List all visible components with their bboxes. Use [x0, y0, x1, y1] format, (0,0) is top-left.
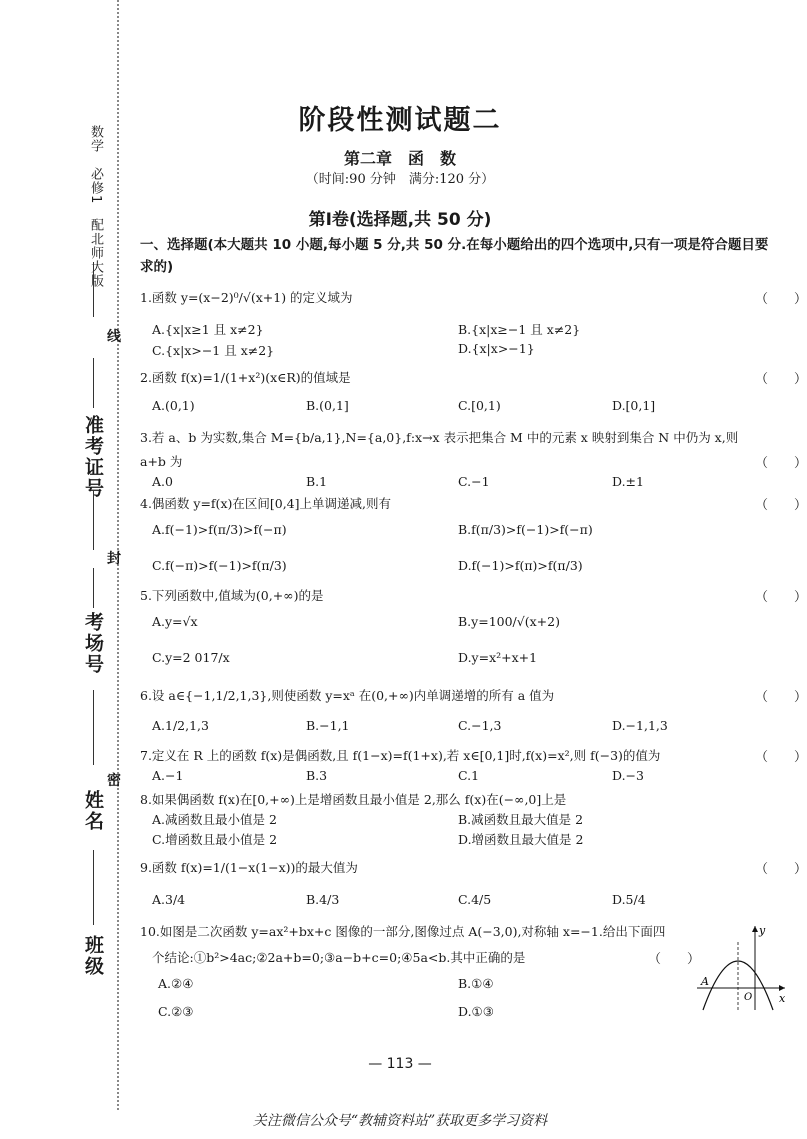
answer-paren: （ ）	[755, 690, 807, 705]
option: B.{x|x≥−1 且 x≠2}	[458, 322, 581, 337]
seal-char-xian: 线	[107, 329, 121, 345]
option: B.(0,1]	[306, 398, 349, 413]
option: D.①③	[458, 1004, 494, 1019]
section-heading: 第Ⅰ卷(选择题,共 50 分)	[308, 210, 492, 230]
option: B.1	[306, 474, 328, 489]
question-stem-cont: a+b 为	[140, 454, 183, 469]
y-axis-arrow	[752, 926, 758, 932]
answer-paren: （ ）	[755, 498, 807, 513]
option: A.−1	[152, 768, 184, 783]
option: C.增函数且最小值是 2	[152, 832, 278, 847]
option: C.②③	[158, 1004, 194, 1019]
option: A.②④	[158, 976, 194, 991]
option: B.−1,1	[306, 718, 350, 733]
option: D.增函数且最大值是 2	[458, 832, 584, 847]
question-stem: 8.如果偶函数 f(x)在[0,+∞)上是增函数且最小值是 2,那么 f(x)在(−∞,0]上是	[140, 792, 567, 807]
question-stem: 1.函数 y=(x−2)⁰/√(x+1) 的定义域为	[140, 290, 353, 305]
question-stem: 3.若 a、b 为实数,集合 M={b/a,1},N={a,0},f:x→x 表示把集合 M 中的元素 x 映射到集合 N 中仍为 x,则	[140, 430, 739, 445]
page-number: — 113 —	[368, 1056, 432, 1072]
option: C.1	[458, 768, 480, 783]
option: C.[0,1)	[458, 398, 501, 413]
answer-paren: （ ）	[755, 292, 807, 307]
option: B.减函数且最大值是 2	[458, 812, 584, 827]
option: A.y=√x	[152, 614, 198, 629]
option: A.(0,1)	[152, 398, 195, 413]
instructions: 一、选择题(本大题共 10 小题,每小题 5 分,共 50 分.在每小题给出的四个选项中,只有一项是符合题目要求的)	[140, 237, 769, 275]
question-stem: 4.偶函数 y=f(x)在区间[0,4]上单调递减,则有	[140, 496, 391, 511]
point-a-label: A	[701, 975, 709, 988]
footer-note: 关注微信公众号“教辅资料站”获取更多学习资料	[252, 1113, 548, 1129]
page-title: 阶段性测试题二	[298, 105, 502, 136]
seal-char-mi: 密	[107, 773, 121, 789]
y-label: y	[759, 924, 766, 937]
option: D.[0,1]	[612, 398, 656, 413]
label-room-number: 考场号	[82, 612, 104, 675]
option: B.4/3	[306, 892, 340, 907]
answer-paren: （ ）	[755, 862, 807, 877]
option: D.f(−1)>f(π)>f(π/3)	[458, 558, 583, 573]
x-axis-arrow	[779, 985, 785, 991]
option: C.4/5	[458, 892, 492, 907]
parabola-graph	[693, 922, 788, 1012]
seal-char-feng: 封	[107, 551, 121, 567]
question-stem: 6.设 a∈{−1,1/2,1,3},则使函数 y=xᵃ 在(0,+∞)内单调递增的所有 a 值为	[140, 688, 555, 703]
label-rule	[93, 262, 94, 317]
option: B.3	[306, 768, 328, 783]
answer-paren: （ ）	[648, 952, 701, 967]
label-name: 姓名	[82, 790, 104, 832]
question-stem: 5.下列函数中,值域为(0,+∞)的是	[140, 588, 324, 603]
question-stem: 10.如图是二次函数 y=ax²+bx+c 图像的一部分,图像过点 A(−3,0),对称轴 x=−1.给出下面四	[140, 924, 666, 939]
question-stem: 9.函数 f(x)=1/(1−x(1−x))的最大值为	[140, 860, 358, 875]
option: C.y=2 017/x	[152, 650, 230, 665]
origin-label: O	[744, 992, 753, 1003]
label-rule	[93, 690, 94, 765]
answer-paren: （ ）	[755, 590, 807, 605]
option: B.f(π/3)>f(−1)>f(−π)	[458, 522, 593, 537]
label-exam-number: 准考证号	[82, 415, 104, 499]
x-label: x	[779, 992, 786, 1005]
question-stem: 7.定义在 R 上的函数 f(x)是偶函数,且 f(1−x)=f(1+x),若 x∈[0,1]时,f(x)=x²,则 f(−3)的值为	[140, 748, 661, 763]
label-rule	[93, 568, 94, 608]
chapter-subtitle: 第二章 函 数	[343, 149, 456, 168]
answer-paren: （ ）	[755, 456, 807, 471]
label-class: 班级	[82, 935, 104, 977]
exam-meta: （时间:90 分钟 满分:120 分）	[305, 172, 495, 187]
answer-paren: （ ）	[755, 372, 807, 387]
option: A.1/2,1,3	[152, 718, 209, 733]
option: B.y=100/√(x+2)	[458, 614, 560, 629]
option: B.①④	[458, 976, 494, 991]
option: A.0	[152, 474, 173, 489]
option: A.{x|x≥1 且 x≠2}	[152, 322, 264, 337]
option: C.−1	[458, 474, 490, 489]
option: C.f(−π)>f(−1)>f(π/3)	[152, 558, 287, 573]
question-stem-cont: 个结论:①b²>4ac;②2a+b=0;③a−b+c=0;④5a<b.其中正确的是	[152, 950, 526, 965]
option: D.5/4	[612, 892, 646, 907]
option: A.减函数且最小值是 2	[152, 812, 277, 827]
option: C.{x|x>−1 且 x≠2}	[152, 343, 275, 358]
answer-paren: （ ）	[755, 750, 807, 765]
option: A.f(−1)>f(π/3)>f(−π)	[152, 522, 287, 537]
option: D.−3	[612, 768, 644, 783]
option: D.−1,1,3	[612, 718, 668, 733]
label-rule	[93, 850, 94, 925]
spine-text: 数学 必修1 配北师大版	[88, 125, 103, 289]
label-rule	[93, 490, 94, 550]
question-stem: 2.函数 f(x)=1/(1+x²)(x∈R)的值域是	[140, 370, 351, 385]
option: D.±1	[612, 474, 644, 489]
option: A.3/4	[152, 892, 186, 907]
label-rule	[93, 358, 94, 408]
option: D.{x|x>−1}	[458, 341, 535, 356]
option: D.y=x²+x+1	[458, 650, 538, 665]
option: C.−1,3	[458, 718, 502, 733]
